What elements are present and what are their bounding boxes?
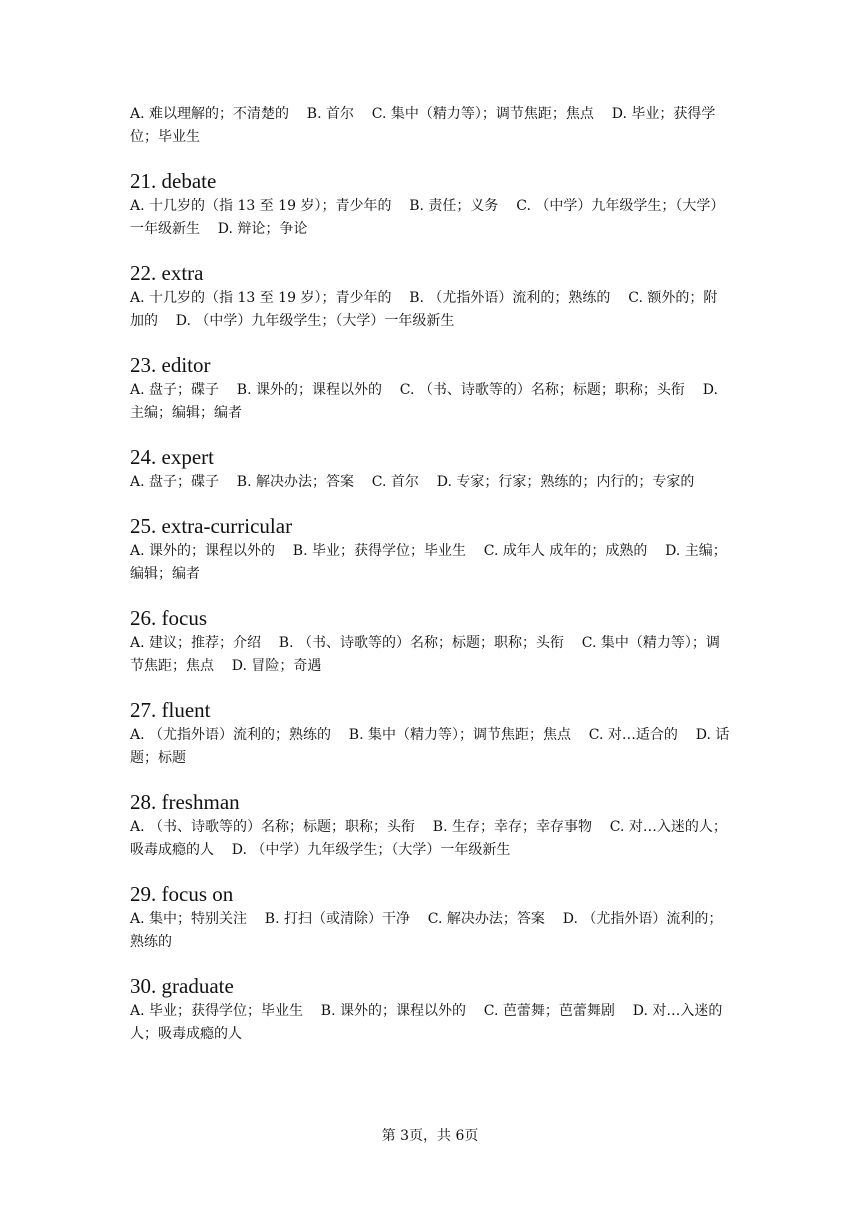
question-options: A. 毕业；获得学位；毕业生 B. 课外的；课程以外的 C. 芭蕾舞；芭蕾舞剧 D. 对…入迷的人；吸毒成瘾的人 [130, 1003, 723, 1042]
question-word: 24. expert [130, 445, 214, 469]
question-options: A. 建议；推荐；介绍 B. （书、诗歌等的）名称；标题；职称；头衔 C. 集中（精力等）；调节焦距；焦点 D. 冒险；奇遇 [130, 635, 720, 674]
question-item [130, 791, 730, 862]
question-item [130, 607, 730, 678]
question-options: A. 课外的；课程以外的 B. 毕业；获得学位；毕业生 C. 成年人 成年的；成熟的 D. 主编；编辑；编者 [130, 543, 727, 582]
question-options: A. （尤指外语）流利的；熟练的 B. 集中（精力等）；调节焦距；焦点 C. 对…适合的 D. 话题；标题 [130, 727, 730, 766]
question-word: 22. extra [130, 261, 204, 285]
question-word: 27. fluent [130, 698, 211, 722]
question-item [130, 699, 730, 770]
question-word: 25. extra-curricular [130, 514, 293, 538]
question-options: A. （书、诗歌等的）名称；标题；职称；头衔 B. 生存；幸存；幸存事物 C. 对…入迷的人；吸毒成瘾的人 D. （中学）九年级学生；（大学）一年级新生 [130, 819, 727, 858]
question-word: 26. focus [130, 606, 207, 630]
leading-options: A. 难以理解的；不清楚的 B. 首尔 C. 集中（精力等）；调节焦距；焦点 D. 毕业；获得学位；毕业生 [130, 106, 716, 145]
question-options: A. 十几岁的（指 13 至 19 岁）；青少年的 B. 责任；义务 C. （中学）九年级学生；（大学）一年级新生 D. 辩论；争论 [130, 198, 725, 237]
question-item [130, 262, 730, 333]
question-word: 29. focus on [130, 882, 234, 906]
question-word: 28. freshman [130, 790, 240, 814]
question-options: A. 集中；特别关注 B. 打扫（或清除）干净 C. 解决办法；答案 D. （尤指外语）流利的；熟练的 [130, 911, 723, 950]
question-item [130, 975, 730, 1046]
question-item [130, 170, 730, 241]
question-item [130, 515, 730, 586]
question-item [130, 446, 730, 494]
document-page [130, 103, 730, 1046]
question-word: 30. graduate [130, 974, 234, 998]
question-item [130, 354, 730, 425]
question-word: 23. editor [130, 353, 211, 377]
question-options: A. 十几岁的（指 13 至 19 岁）；青少年的 B. （尤指外语）流利的；熟练的 C. 额外的；附加的 D. （中学）九年级学生；（大学）一年级新生 [130, 290, 718, 329]
question-word: 21. debate [130, 169, 217, 193]
question-options: A. 盘子；碟子 B. 解决办法；答案 C. 首尔 D. 专家；行家；熟练的；内行的；专家的 [130, 474, 695, 490]
question-item [130, 883, 730, 954]
question-options: A. 盘子；碟子 B. 课外的；课程以外的 C. （书、诗歌等的）名称；标题；职称；头衔 D. 主编；编辑；编者 [130, 382, 723, 421]
page-number: 第 3页，共 6页 [381, 1128, 479, 1144]
